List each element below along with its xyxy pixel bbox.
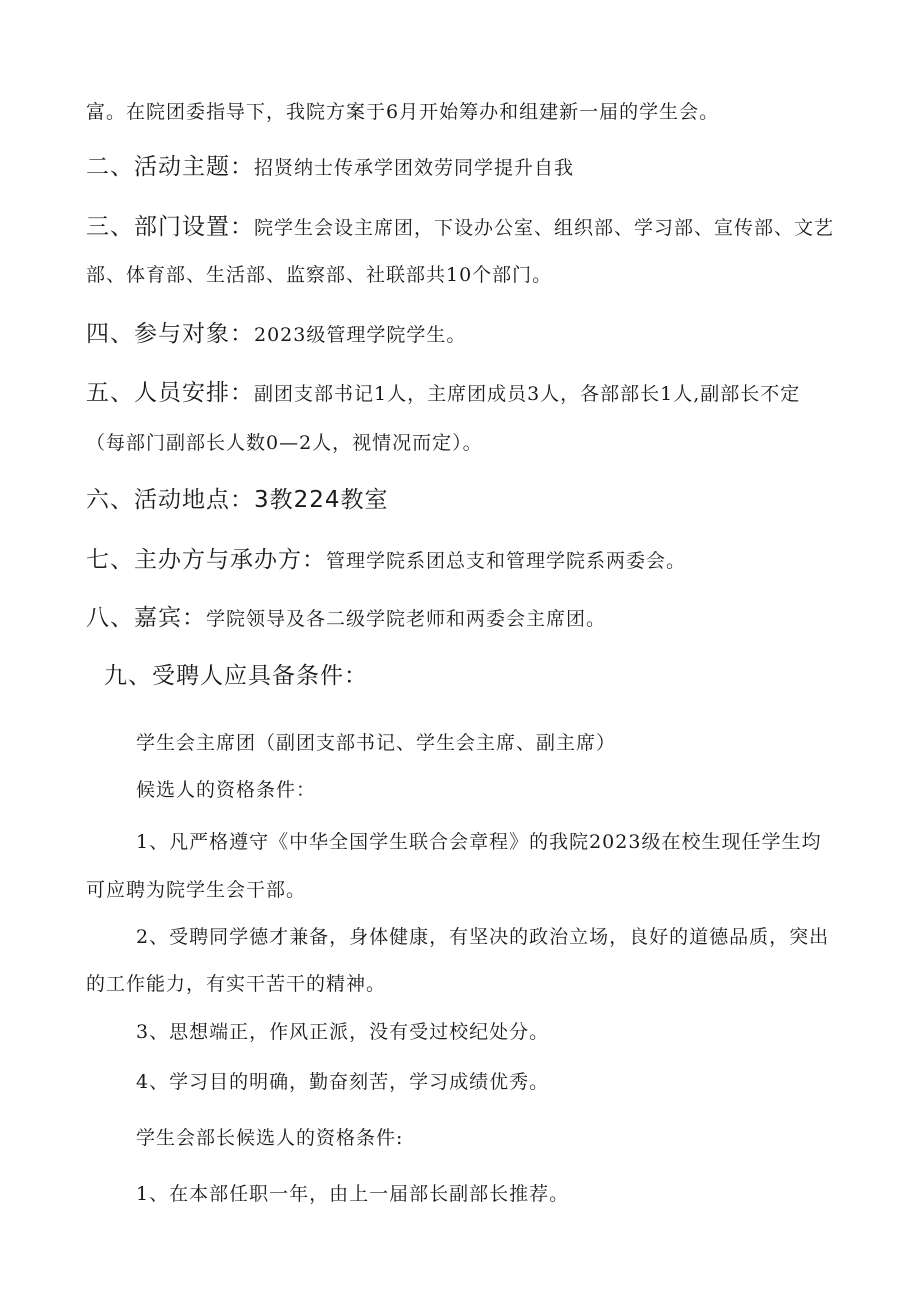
intro-line: 富。在院团委指导下，我院方案于6月开始筹办和组建新一届的学生会。 [86,101,720,123]
section-text: 3教224教室 [254,487,389,513]
section-departments [86,215,834,240]
section-heading: 三、部门设置： [86,214,254,240]
section-heading: 八、嘉宾： [86,605,206,631]
presidium-item-4: 4、学习目的明确，勤奋刻苦，学习成绩优秀。 [136,1071,550,1093]
section-heading: 五、人员安排： [86,380,254,406]
minister-item-1: 1、在本部任职一年，由上一届部长副部长推荐。 [136,1183,570,1205]
section-text: 管理学院系团总支和管理学院系两委会。 [326,550,687,572]
section-text: 2023级管理学院学生。 [254,324,467,346]
section-departments-cont: 部、体育部、生活部、监察部、社联部共10个部门。 [86,264,553,286]
section-staffing-cont: （每部门副部长人数0—2人，视情况而定）。 [86,432,483,454]
presidium-title: 学生会主席团（副团支部书记、学生会主席、副主席） [136,732,617,754]
section-heading: 二、活动主题： [86,154,254,180]
section-text: 副团支部书记1人，主席团成员3人，各部部长1人,副部长不定 [254,383,801,405]
minister-title: 学生会部长候选人的资格条件: [136,1127,404,1149]
section-participants [86,322,466,347]
section-text: 学院领导及各二级学院老师和两委会主席团。 [206,608,607,630]
section-location [86,488,389,513]
section-organizers [86,548,686,573]
presidium-item-3: 3、思想端正，作风正派，没有受过校纪处分。 [136,1021,550,1043]
presidium-subtitle: 候选人的资格条件： [136,779,317,801]
presidium-item-1-cont: 可应聘为院学生会干部。 [86,879,307,901]
section-heading: 七、主办方与承办方： [86,547,326,573]
section-guests [86,606,606,631]
section-text: 招贤纳士传承学团效劳同学提升自我 [254,157,575,179]
section-requirements-heading: 九、受聘人应具备条件： [104,663,368,689]
presidium-item-1: 1、凡严格遵守《中华全国学生联合会章程》的我院2023级在校生现任学生均 [136,831,822,853]
section-text: 院学生会设主席团，下设办公室、组织部、学习部、宣传部、文艺 [254,217,835,239]
presidium-item-2-cont: 的工作能力，有实干苦干的精神。 [86,973,387,995]
section-heading: 四、参与对象： [86,321,254,347]
section-heading: 六、活动地点： [86,487,254,513]
section-staffing [86,381,800,406]
presidium-item-2: 2、受聘同学德才兼备，身体健康，有坚决的政治立场，良好的道德品质，突出 [136,926,830,948]
section-activity-theme [86,155,574,180]
